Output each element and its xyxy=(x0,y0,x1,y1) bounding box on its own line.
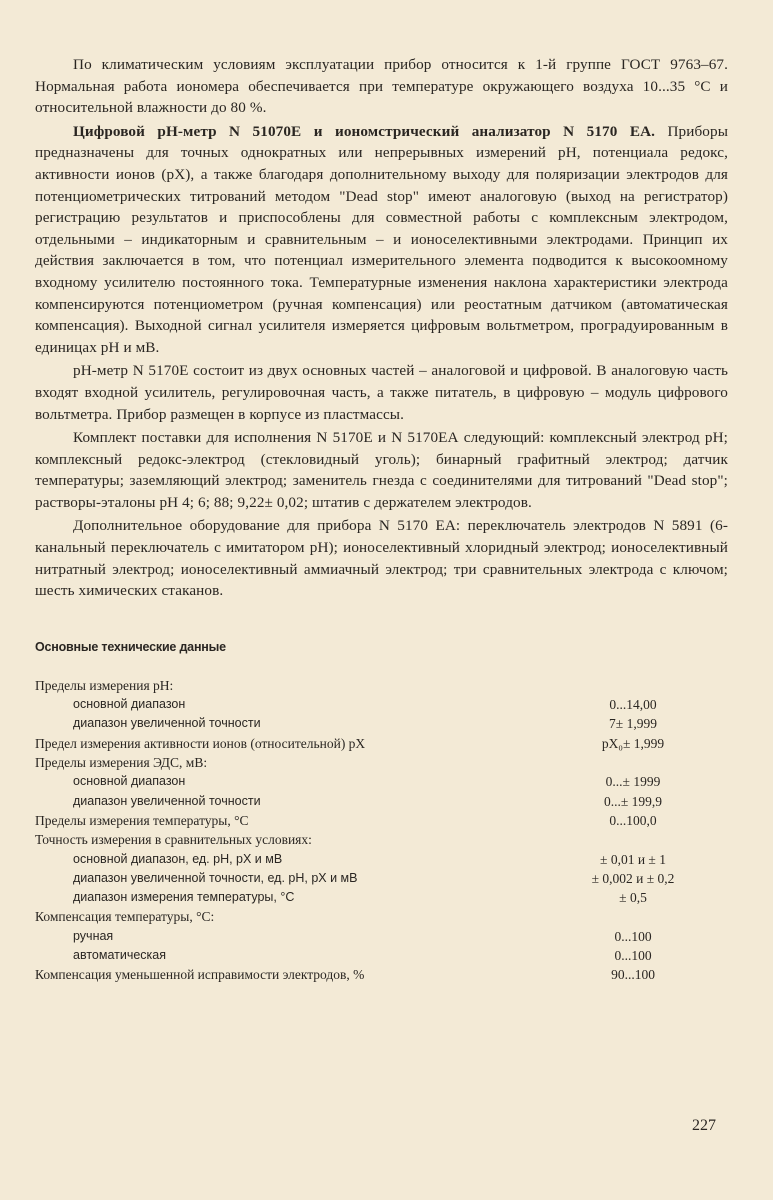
page-number: 227 xyxy=(692,1117,716,1134)
spec-row xyxy=(35,907,728,926)
spec-label: Точность измерения в сравнительных условиях: xyxy=(35,832,312,848)
paragraph-composition: рН-метр N 5170Е состоит из двух основных частей – аналоговой и цифровой. В аналоговую часть входят входной усилитель, регулировочная часть, а также питатель, в цифровую – модуль цифрового вольтметра. Прибор размещен в корпусе из пластмассы. xyxy=(35,362,728,423)
paragraph-climate: По климатическим условиям эксплуатации прибор относится к 1-й группе ГОСТ 9763–67. Нормальная работа иономера обеспечивается при температуре окружающего воздуха 10...35 °С и относительной влажности до 80 %. xyxy=(35,56,728,117)
specs-table xyxy=(35,676,728,985)
spec-row xyxy=(35,753,728,772)
spec-value: 0...100,0 xyxy=(609,812,657,828)
spec-row xyxy=(35,792,728,811)
spec-row xyxy=(35,676,728,695)
spec-row xyxy=(35,888,728,907)
specs-heading: Основные технические данные xyxy=(35,639,226,654)
spec-value: 0...100 xyxy=(614,948,652,963)
spec-label: диапазон измерения температуры, °С xyxy=(73,890,295,905)
spec-row xyxy=(35,714,728,733)
spec-row xyxy=(35,811,728,830)
spec-label: диапазон увеличенной точности xyxy=(73,716,261,731)
spec-value: 0...14,00 xyxy=(609,697,657,713)
spec-value xyxy=(538,907,728,926)
paragraph-device-description: Цифровой рН-метр N 51070Е и иономстрический анализатор N 5170 ЕА. Приборы предназначены для точных однократных или непрерывных измерений рН, потенциала редокс, активности ионов (рХ), а также благодаря дополнительному выходу для поляризации электродов для потенциометрических титрований методом "Dead stop" имеют аналоговую (выход на регистратор) регистрацию результатов и приспособлены для совместной работы с комплексным электродом, отдельными – индикаторным и сравнительным – и ионоселективными электродами. Принцип их действия заключается в том, что потенциал измерительного элемента подводится к высокоомному входному усилителю постоянного тока. Температурные изменения наклона характеристики электрода компенсируются потенциометром (ручная компенсация) или реостатным датчиком (автоматическая компенсация). Выходной сигнал усилителя измеряется цифровым вольтметром, проградуированным в единицах рН и мВ. xyxy=(35,122,728,356)
spec-row xyxy=(35,965,728,984)
spec-row xyxy=(35,946,728,965)
spec-value: 90...100 xyxy=(611,967,655,983)
spec-value: 7± 1,999 xyxy=(609,716,657,732)
spec-label: автоматическая xyxy=(73,948,167,962)
spec-label: основной диапазон, ед. рН, рХ и мВ xyxy=(73,851,283,866)
spec-label: ручная xyxy=(73,928,114,943)
spec-label: Компенсация температуры, °С: xyxy=(35,909,215,925)
spec-row xyxy=(35,830,728,849)
spec-value: ± 0,002 и ± 0,2 xyxy=(591,870,675,886)
spec-row xyxy=(35,734,728,753)
spec-value: ± 0,5 xyxy=(619,890,647,906)
spec-row xyxy=(35,869,728,888)
spec-value xyxy=(538,753,728,772)
paragraph-additional-equipment: Дополнительное оборудование для прибора N 5170 ЕА: переключатель электродов N 5891 (6-канальный переключатель с имитатором рН); ионоселективный хлоридный электрод; ионоселективный нитратный электрод; ионоселективный аммиачный электрод; три сравнительных электрода с ключом; шесть химических стаканов. xyxy=(35,517,728,600)
spec-value: ± 0,01 и ± 1 xyxy=(600,851,666,867)
spec-row xyxy=(35,695,728,714)
spec-label: диапазон увеличенной точности, ед. рН, рХ и мВ xyxy=(73,870,358,885)
spec-label: Пределы измерения температуры, °С xyxy=(35,812,249,828)
paragraph-lead-title: Цифровой рН-метр N 51070Е и иономстрический анализатор N 5170 ЕА. xyxy=(73,122,656,140)
spec-label: Компенсация уменьшенной исправимости электродов, % xyxy=(35,967,365,983)
spec-row xyxy=(35,850,728,869)
spec-value: рХ₀± 1,999 xyxy=(601,735,665,751)
spec-label: основной диапазон xyxy=(73,774,186,789)
spec-label: Предел измерения активности ионов (относительной) рХ xyxy=(35,735,366,751)
body-text xyxy=(35,54,728,602)
spec-value: 0...100 xyxy=(614,928,652,944)
spec-label: основной диапазон xyxy=(73,697,186,712)
spec-label: диапазон увеличенной точности xyxy=(73,793,261,808)
spec-value xyxy=(538,676,728,695)
paragraph-delivery-set: Комплект поставки для исполнения N 5170Е и N 5170ЕА следующий: комплексный электрод рН; комплексный редокс-электрод (стекловидный уголь); бинарный графитный электрод; датчик температуры; заземляющий электрод; заменитель гнезда с соединителями для титрований "Dead stop"; растворы-эталоны рН 4; 6; 88; 9,22± 0,02; штатив с держателем электродов. xyxy=(35,429,728,511)
spec-row xyxy=(35,772,728,791)
spec-value: 0...± 199,9 xyxy=(603,793,663,809)
spec-label: Пределы измерения ЭДС, мВ: xyxy=(35,755,208,771)
spec-row xyxy=(35,927,728,946)
spec-label: Пределы измерения рН: xyxy=(35,677,174,693)
spec-value: 0...± 1999 xyxy=(605,774,661,790)
spec-value xyxy=(538,830,728,849)
